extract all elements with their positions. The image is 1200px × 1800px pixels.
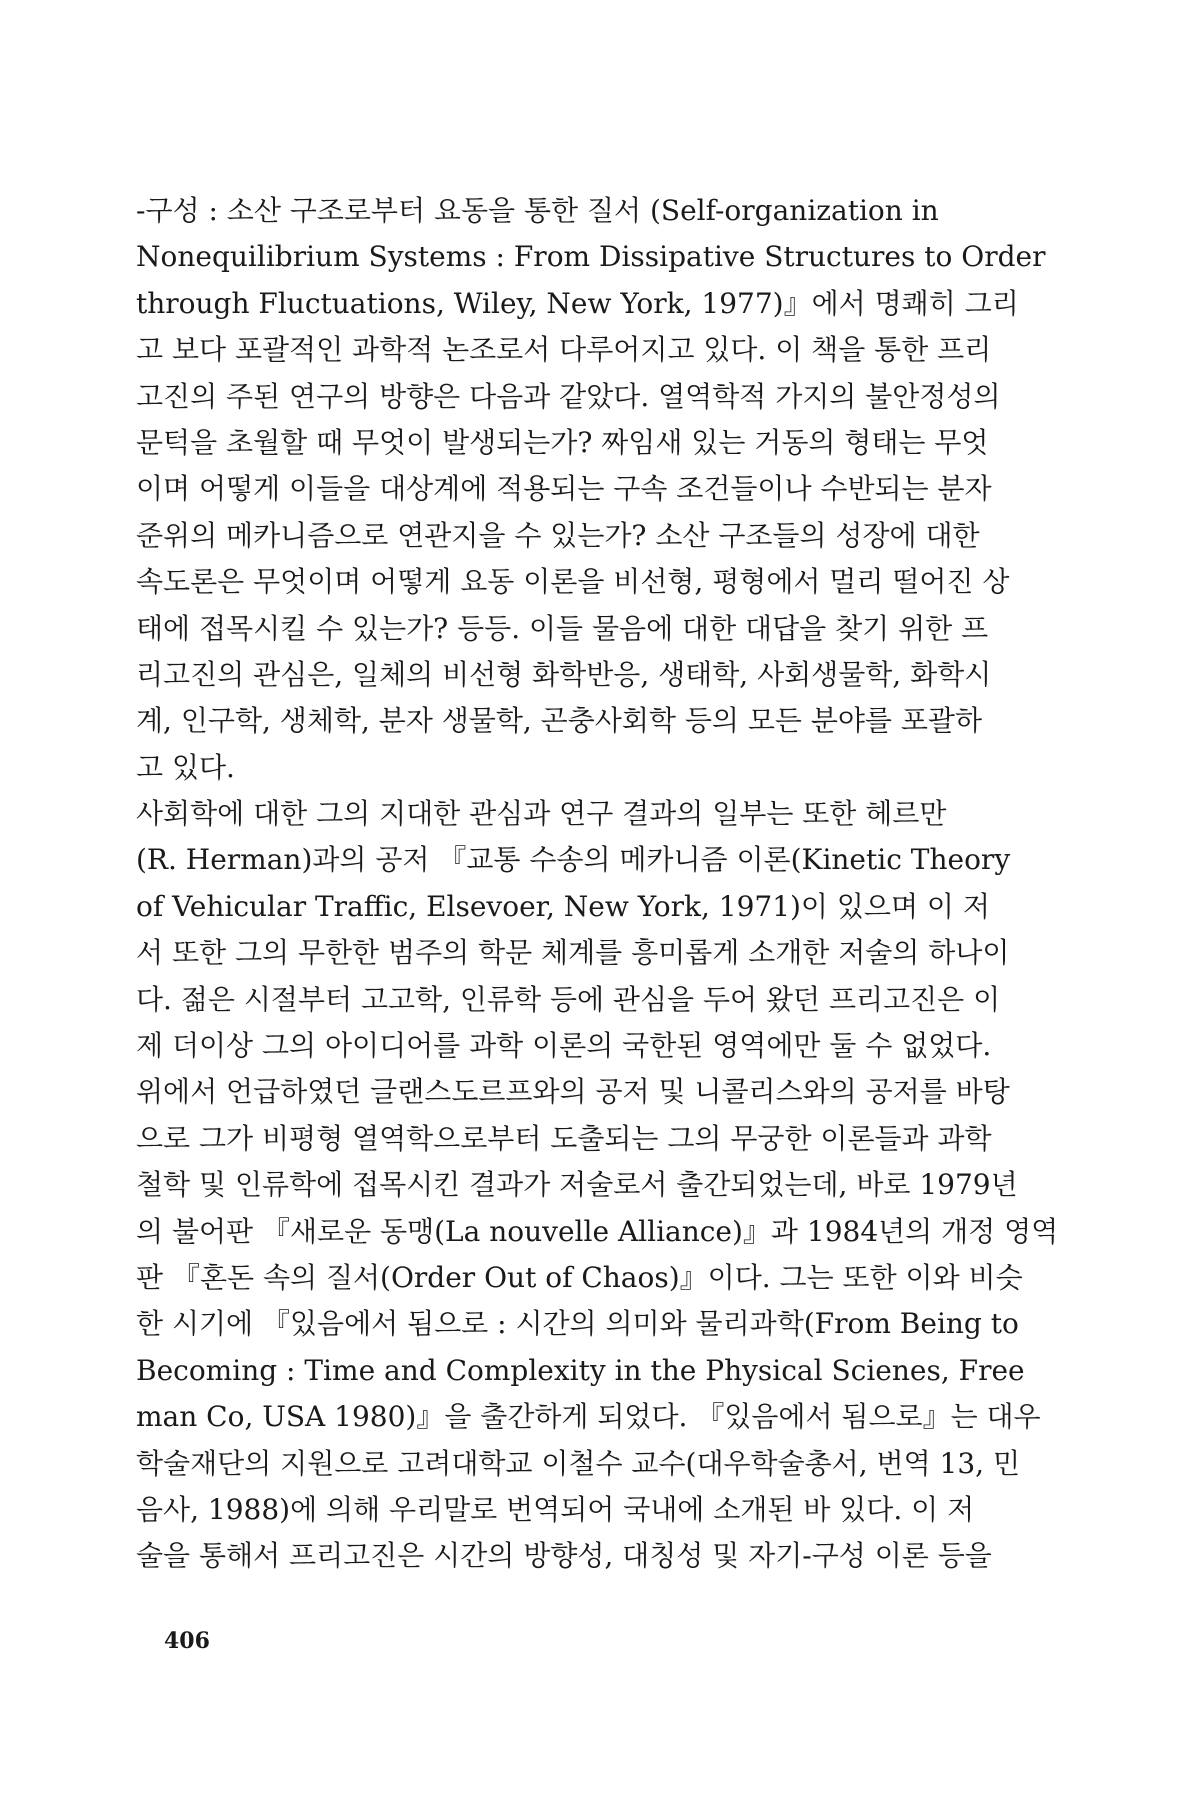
text-line: 술을 통해서 프리고진은 시간의 방향성, 대칭성 및 자기-구성 이론 등을 bbox=[136, 1539, 992, 1573]
text-line: 계, 인구학, 생체학, 분자 생물학, 곤충사회학 등의 모든 분야를 포괄하 bbox=[136, 704, 983, 738]
text-line: (R. Herman)과의 공저 『교통 수송의 메카니즘 이론(Kinetic Theory bbox=[136, 843, 1011, 877]
text-line: man Co, USA 1980)』을 출간하게 되었다. 『있음에서 됨으로』는 대우 bbox=[136, 1400, 1041, 1434]
text-line: 속도론은 무엇이며 어떻게 요동 이론을 비선형, 평형에서 멀리 떨어진 상 bbox=[136, 565, 1010, 599]
text-line: -구성 : 소산 구조로부터 요동을 통한 질서 (Self-organization in bbox=[136, 194, 939, 227]
text-line: Nonequilibrium Systems : From Dissipative Structures to Order bbox=[136, 240, 1046, 274]
text-line: 철학 및 인류학에 접목시킨 결과가 저술로서 출간되었는데, 바로 1979년 bbox=[136, 1168, 1018, 1202]
text-line: 서 또한 그의 무한한 범주의 학문 체계를 흥미롭게 소개한 저술의 하나이 bbox=[136, 936, 1010, 970]
text-line: 음사, 1988)에 의해 우리말로 번역되어 국내에 소개된 바 있다. 이 저 bbox=[136, 1492, 975, 1526]
text-line: 판 『혼돈 속의 질서(Order Out of Chaos)』이다. 그는 또한 이와 비슷 bbox=[136, 1260, 1023, 1294]
text-line: 고진의 주된 연구의 방향은 다음과 같았다. 열역학적 가지의 불안정성의 bbox=[136, 379, 1001, 413]
text-line: Becoming : Time and Complexity in the Physical Scienes, Free bbox=[136, 1353, 1025, 1387]
text-line: 준위의 메카니즘으로 연관지을 수 있는가? 소산 구조들의 성장에 대한 bbox=[136, 518, 980, 552]
text-line: of Vehicular Traffic, Elsevoer, New York, 1971)이 있으며 이 저 bbox=[136, 889, 990, 923]
text-line: 학술재단의 지원으로 고려대학교 이철수 교수(대우학술총서, 번역 13, 민 bbox=[136, 1446, 1021, 1480]
text-line: 문턱을 초월할 때 무엇이 발생되는가? 짜임새 있는 거동의 형태는 무엇 bbox=[136, 425, 989, 459]
text-line: 리고진의 관심은, 일체의 비선형 화학반응, 생태학, 사회생물학, 화학시 bbox=[136, 657, 992, 691]
text-line: 태에 접목시킬 수 있는가? 등등. 이들 물음에 대한 대답을 찾기 위한 프 bbox=[136, 611, 989, 645]
text-line: 의 불어판 『새로운 동맹(La nouvelle Alliance)』과 1984년의 개정 영역 bbox=[136, 1214, 1059, 1248]
text-line: 위에서 언급하였던 글랜스도르프와의 공저 및 니콜리스와의 공저를 바탕 bbox=[136, 1075, 1010, 1109]
text-line: through Fluctuations, Wiley, New York, 1977)』에서 명쾌히 그리 bbox=[136, 286, 1019, 320]
page-number: 406 bbox=[164, 1628, 210, 1654]
text-line: 으로 그가 비평형 열역학으로부터 도출되는 그의 무궁한 이론들과 과학 bbox=[136, 1121, 992, 1155]
text-line: 사회학에 대한 그의 지대한 관심과 연구 결과의 일부는 또한 헤르만 bbox=[136, 797, 947, 831]
text-line: 한 시기에 『있음에서 됨으로 : 시간의 의미와 물리과학(From Being to bbox=[136, 1307, 1019, 1341]
text-line: 고 있다. bbox=[136, 750, 235, 784]
body-text bbox=[136, 188, 1070, 1580]
text-line: 제 더이상 그의 아이디어를 과학 이론의 국한된 영역에만 둘 수 없었다. bbox=[136, 1029, 992, 1063]
text-line: 다. 젊은 시절부터 고고학, 인류학 등에 관심을 두어 왔던 프리고진은 이 bbox=[136, 982, 1001, 1016]
text-line: 이며 어떻게 이들을 대상계에 적용되는 구속 조건들이나 수반되는 분자 bbox=[136, 472, 992, 506]
text-line: 고 보다 포괄적인 과학적 논조로서 다루어지고 있다. 이 책을 통한 프리 bbox=[136, 333, 992, 367]
